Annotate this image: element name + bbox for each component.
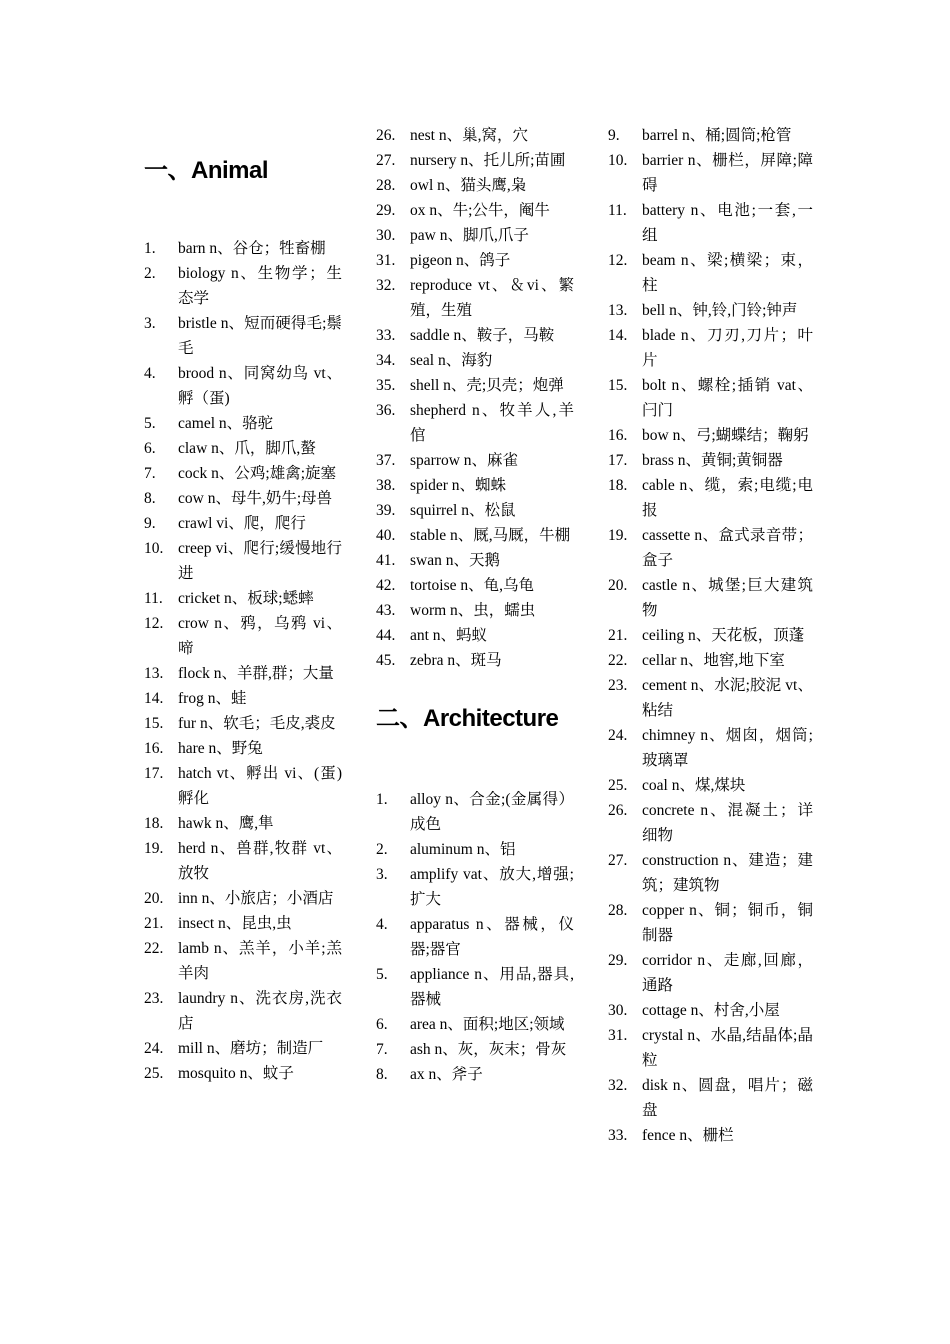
list-item: 29. corridor n、走廊,回廊，通路 [608,952,813,994]
list-item: 31. pigeon n、鸽子 [376,252,511,269]
list-item: 13. flock n、羊群,群；大量 [144,665,334,682]
list-item: 21. ceiling n、天花板，顶蓬 [608,627,805,644]
list-item: 17. hatch vt、孵出 vi、(蛋)孵化 [144,765,342,807]
heading-prefix: 二、 [376,704,423,732]
list-item: 39. squirrel n、松鼠 [376,502,516,519]
list-item: 24. mill n、磨坊；制造厂 [144,1040,324,1057]
list-item: 12. beam n、梁;横梁；束，柱 [608,252,813,294]
list-item: 38. spider n、蜘蛛 [376,477,507,494]
list-item: 7. cock n、公鸡;雄禽;旋塞 [144,465,336,482]
list-item: 41. swan n、天鹅 [376,552,500,569]
list-item: 7. ash n、灰，灰末；骨灰 [376,1041,567,1058]
list-item: 2. biology n、生物学；生态学 [144,265,342,307]
list-item: 29. ox n、牛;公牛，阉牛 [376,202,550,219]
list-item: 10. barrier n、栅栏，屏障;障碍 [608,152,813,194]
list-item: 32. disk n、圆盘，唱片；磁盘 [608,1077,813,1119]
list-item: 20. castle n、城堡;巨大建筑物 [608,577,813,619]
list-item: 22. cellar n、地窖,地下室 [608,652,785,669]
list-item: 9. crawl vi、爬，爬行 [144,515,306,532]
list-item: 15. bolt n、螺栓;插销 vat、闩门 [608,377,813,419]
list-item: 30. paw n、脚爪,爪子 [376,227,529,244]
list-item: 23. cement n、水泥;胶泥 vt、粘结 [608,677,813,719]
architecture-word-list-continued [608,123,813,1148]
list-item: 33. fence n、栅栏 [608,1127,734,1144]
list-item: 25. coal n、煤,煤块 [608,777,746,794]
list-item: 1. alloy n、合金;(金属得）成色 [376,791,574,833]
list-item: 24. chimney n、烟囱，烟筒;玻璃罩 [608,727,813,769]
list-item: 9. barrel n、桶;圆筒;枪管 [608,127,792,144]
heading-title: Animal [191,157,269,184]
column-1 [144,0,342,1086]
list-item: 2. aluminum n、铝 [376,841,516,858]
list-item: 26. nest n、巢,窝，穴 [376,127,528,144]
list-item: 14. frog n、蛙 [144,690,247,707]
list-item: 15. fur n、软毛；毛皮,裘皮 [144,715,336,732]
list-item: 16. hare n、野兔 [144,740,263,757]
list-item: 4. brood n、同窝幼鸟 vt、孵（蛋) [144,365,342,407]
list-item: 30. cottage n、村舍,小屋 [608,1002,780,1019]
list-item: 36. shepherd n、牧羊人,羊倌 [376,402,574,444]
list-item: 19. herd n、兽群,牧群 vt、放牧 [144,840,342,882]
list-item: 40. stable n、厩,马厩，牛棚 [376,527,571,544]
list-item: 44. ant n、蚂蚁 [376,627,488,644]
list-item: 27. nursery n、托儿所;苗圃 [376,152,566,169]
list-item: 1. barn n、谷仓；牲畜棚 [144,240,326,257]
list-item: 12. crow n、鸦，乌鸦 vi、啼 [144,615,342,657]
heading-title: Architecture [423,705,559,732]
list-item: 35. shell n、壳;贝壳；炮弹 [376,377,564,394]
list-item: 34. seal n、海豹 [376,352,493,369]
list-item: 26. concrete n、混凝土；详细物 [608,802,813,844]
animal-word-list [144,236,342,1086]
list-item: 6. claw n、爪，脚爪,螯 [144,440,316,457]
list-item: 13. bell n、钟,铃,门铃;钟声 [608,302,798,319]
animal-word-list-continued [376,123,574,673]
list-item: 19. cassette n、盒式录音带；盒子 [608,527,813,569]
list-item: 33. saddle n、鞍子，马鞍 [376,327,555,344]
list-item: 45. zebra n、斑马 [376,652,502,669]
column-3 [608,0,813,1148]
list-item: 43. worm n、虫，蠕虫 [376,602,536,619]
list-item: 5. camel n、骆驼 [144,415,274,432]
list-item: 28. owl n、猫头鹰,枭 [376,177,527,194]
list-item: 4. apparatus n、器械，仪器;器官 [376,916,574,958]
list-item: 31. crystal n、水晶,结晶体;晶粒 [608,1027,813,1069]
list-item: 3. amplify vat、放大,增强;扩大 [376,866,574,908]
list-item: 18. cable n、缆，索;电缆;电报 [608,477,813,519]
list-item: 17. brass n、黄铜;黄铜器 [608,452,783,469]
list-item: 42. tortoise n、龟,乌龟 [376,577,534,594]
list-item: 25. mosquito n、蚊子 [144,1065,294,1082]
list-item: 10. creep vi、爬行;缓慢地行进 [144,540,342,582]
list-item: 22. lamb n、羔羊，小羊;羔羊肉 [144,940,342,982]
list-item: 5. appliance n、用品,器具,器械 [376,966,574,1008]
list-item: 28. copper n、铜；铜币，铜制器 [608,902,813,944]
list-item: 11. cricket n、板球;蟋蟀 [144,590,314,607]
list-item: 37. sparrow n、麻雀 [376,452,519,469]
column-2 [376,0,574,1087]
list-item: 8. ax n、斧子 [376,1066,483,1083]
list-item: 8. cow n、母牛,奶牛;母兽 [144,490,333,507]
architecture-word-list [376,787,574,1087]
list-item: 23. laundry n、洗衣房,洗衣店 [144,990,342,1032]
list-item: 6. area n、面积;地区;领域 [376,1016,565,1033]
section-heading-animal [144,155,342,185]
section-heading-architecture [376,703,574,733]
list-item: 3. bristle n、短而硬得毛;鬃毛 [144,315,342,357]
list-item: 27. construction n、建造；建筑；建筑物 [608,852,813,894]
list-item: 32. reproduce vt、＆vi、繁殖，生殖 [376,277,574,319]
list-item: 16. bow n、弓;蝴蝶结；鞠躬 [608,427,809,444]
list-item: 20. inn n、小旅店；小酒店 [144,890,334,907]
list-item: 14. blade n、刀刃,刀片；叶片 [608,327,813,369]
list-item: 21. insect n、昆虫,虫 [144,915,292,932]
heading-prefix: 一、 [144,156,191,184]
list-item: 18. hawk n、鹰,隼 [144,815,274,832]
list-item: 11. battery n、电池;一套,一组 [608,202,813,244]
